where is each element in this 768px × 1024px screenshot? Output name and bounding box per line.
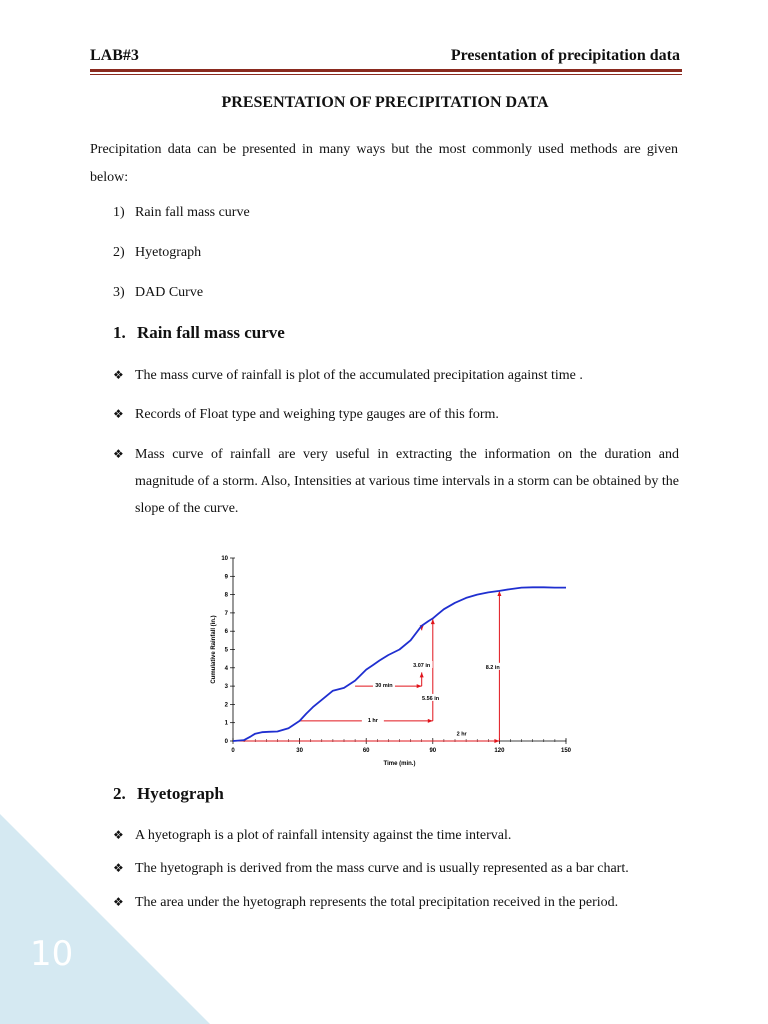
annotation-label: 2 hr [456,731,467,738]
y-tick-label: 4 [224,665,228,672]
x-tick-label: 60 [362,748,370,754]
x-axis-title: Time (min.) [383,761,416,767]
x-tick-label: 0 [231,748,235,754]
diamond-bullet-icon: ❖ [113,368,124,382]
bullet-text: A hyetograph is a plot of rainfall intensity against the time interval. [135,828,512,843]
y-tick-label: 5 [224,647,228,654]
method-item [113,285,203,301]
diamond-bullet-icon: ❖ [113,447,124,461]
bullet-item [113,362,679,389]
y-tick-label: 10 [221,556,228,562]
bullet-text: Mass curve of rainfall are very useful in extracting the information on the duration and magnitude of a storm. Also, Intensities at various time intervals in a storm can be obtained by the slope of the curve. [135,447,679,516]
diamond-bullet-icon: ❖ [113,895,124,909]
y-tick-label: 1 [224,720,228,727]
page-number: 10 [30,934,74,974]
annotation-label: 30 min [375,683,393,690]
y-tick-label: 0 [224,739,228,745]
bullet-item [113,889,679,916]
bullet-text: Records of Float type and weighing type gauges are of this form. [135,407,499,422]
y-tick-label: 8 [224,592,228,599]
x-tick-label: 90 [429,748,437,754]
bullet-item [113,822,679,849]
diamond-bullet-icon: ❖ [113,861,124,875]
method-number: 2) [113,245,125,260]
method-label: Hyetograph [135,245,202,260]
section-title: Hyetograph [137,784,224,803]
method-item [113,205,250,221]
method-item [113,245,201,261]
section-heading-mass-curve [113,323,285,343]
mass-curve-line [233,587,566,741]
method-label: Rain fall mass curve [135,205,250,220]
arrow-head [417,684,422,688]
bullet-item [113,441,679,522]
header-rule-thick [90,69,682,72]
header-rule-thin [90,74,682,75]
page-header [90,47,680,69]
y-axis-title: Cumulative Rainfall (in.) [211,615,217,684]
annotation-label: 1 hr [367,717,378,724]
y-tick-label: 6 [224,629,228,636]
x-tick-label: 150 [560,748,572,754]
section-number: 1. [113,323,126,342]
y-tick-label: 3 [224,684,228,691]
arrow-head [494,739,499,743]
header-lab-label: LAB#3 [90,47,139,64]
section-number: 2. [113,784,126,803]
method-number: 1) [113,205,125,220]
bullet-item [113,401,679,428]
y-tick-label: 9 [224,574,228,581]
page-title: PRESENTATION OF PRECIPITATION DATA [221,94,549,111]
annotation-label: 5.56 in [422,695,440,702]
intro-paragraph: Precipitation data can be presented in many ways but the most commonly used methods are given below: [90,142,678,185]
bullet-text: The hyetograph is derived from the mass curve and is usually represented as a bar chart. [135,861,629,876]
x-tick-label: 30 [296,748,303,754]
annotation-label: 8.2 in [485,664,500,671]
bullet-text: The mass curve of rainfall is plot of the accumulated precipitation against time . [135,368,583,383]
arrow-head [428,719,433,723]
y-tick-label: 7 [224,610,228,617]
section-heading-hyetograph [113,784,224,804]
header-topic: Presentation of precipitation data [450,47,680,64]
method-label: DAD Curve [135,285,204,300]
method-number: 3) [113,285,125,300]
annotation-label: 3.07 in [413,662,431,669]
bullet-item [113,855,679,882]
y-tick-label: 2 [224,702,228,709]
arrow-head [420,672,424,677]
diamond-bullet-icon: ❖ [113,407,124,421]
x-tick-label: 120 [494,748,505,754]
section-title: Rain fall mass curve [137,323,285,342]
diamond-bullet-icon: ❖ [113,828,124,842]
bullet-text: The area under the hyetograph represents the total precipitation received in the period. [135,895,619,910]
mass-curve-chart [200,550,580,772]
